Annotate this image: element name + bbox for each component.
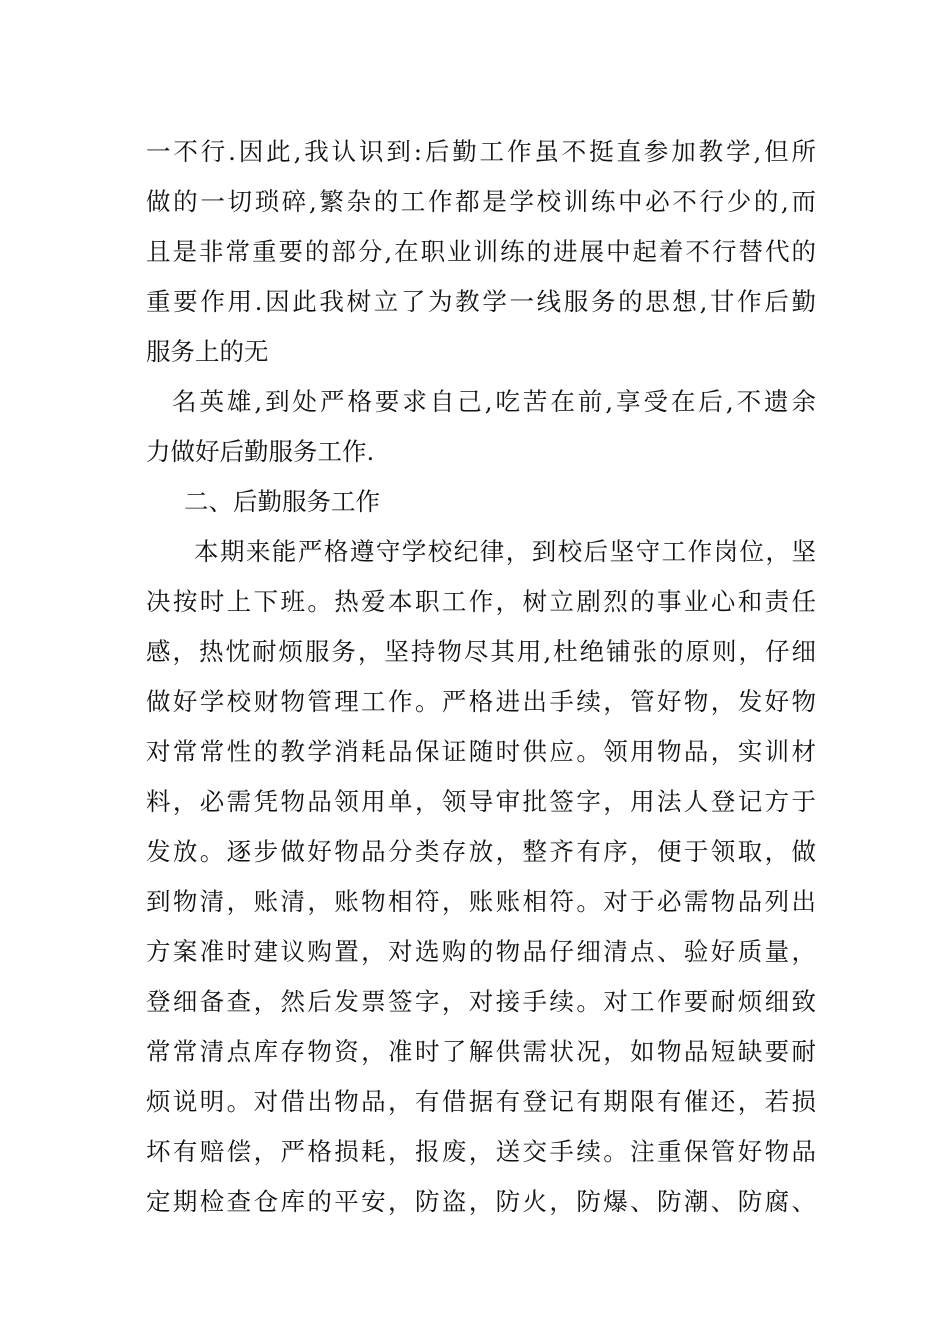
paragraph-1-line-5: 服务上的无 xyxy=(146,337,269,366)
paragraph-2-line-1: 名英雄,到处严格要求自己,吃苦在前,享受在后,不遗余 xyxy=(172,387,816,416)
paragraph-1-line-3: 且是非常重要的部分,在职业训练的进展中起着不行替代的 xyxy=(146,237,816,266)
document-body xyxy=(146,127,816,1227)
paragraph-1-line-4: 重要作用.因此我树立了为教学一线服务的思想,甘作后勤 xyxy=(146,287,816,316)
section-heading: 二、后勤服务工作 xyxy=(184,487,380,516)
paragraph-3-line-8: 到物清，账清，账物相符，账账相符。对于必需物品列出 xyxy=(146,887,816,916)
paragraph-2-line-2: 力做好后勤服务工作. xyxy=(146,437,375,466)
paragraph-3-line-6: 料，必需凭物品领用单，领导审批签字，用法人登记方于 xyxy=(146,787,816,816)
paragraph-1-line-2: 做的一切琐碎,繁杂的工作都是学校训练中必不行少的,而 xyxy=(146,187,816,216)
paragraph-3-line-11: 常常清点库存物资，准时了解供需状况，如物品短缺要耐 xyxy=(146,1037,816,1066)
paragraph-3-line-12: 烦说明。对借出物品，有借据有登记有期限有催还，若损 xyxy=(146,1087,816,1116)
paragraph-3-line-13: 坏有赔偿，严格损耗，报废，送交手续。注重保管好物品 xyxy=(146,1137,816,1166)
paragraph-3-line-7: 发放。逐步做好物品分类存放，整齐有序，便于领取，做 xyxy=(146,837,816,866)
paragraph-3-line-5: 对常常性的教学消耗品保证随时供应。领用物品，实训材 xyxy=(146,737,816,766)
paragraph-1-line-1: 一不行.因此,我认识到:后勤工作虽不挺直参加教学,但所 xyxy=(146,137,816,166)
paragraph-3-line-3: 感，热忱耐烦服务，坚持物尽其用,杜绝铺张的原则，仔细 xyxy=(146,637,816,666)
paragraph-3-line-10: 登细备查，然后发票签字，对接手续。对工作要耐烦细致 xyxy=(146,987,816,1016)
paragraph-3-line-4: 做好学校财物管理工作。严格进出手续，管好物，发好物 xyxy=(146,687,816,716)
paragraph-3-line-2: 决按时上下班。热爱本职工作，树立剧烈的事业心和责任 xyxy=(146,587,816,616)
paragraph-3-line-1: 本期来能严格遵守学校纪律，到校后坚守工作岗位，坚 xyxy=(194,537,816,566)
paragraph-3-line-9: 方案准时建议购置，对选购的物品仔细清点、验好质量， xyxy=(146,937,816,966)
paragraph-3-line-14: 定期检查仓库的平安，防盗，防火，防爆、防潮、防腐、 xyxy=(146,1187,816,1216)
